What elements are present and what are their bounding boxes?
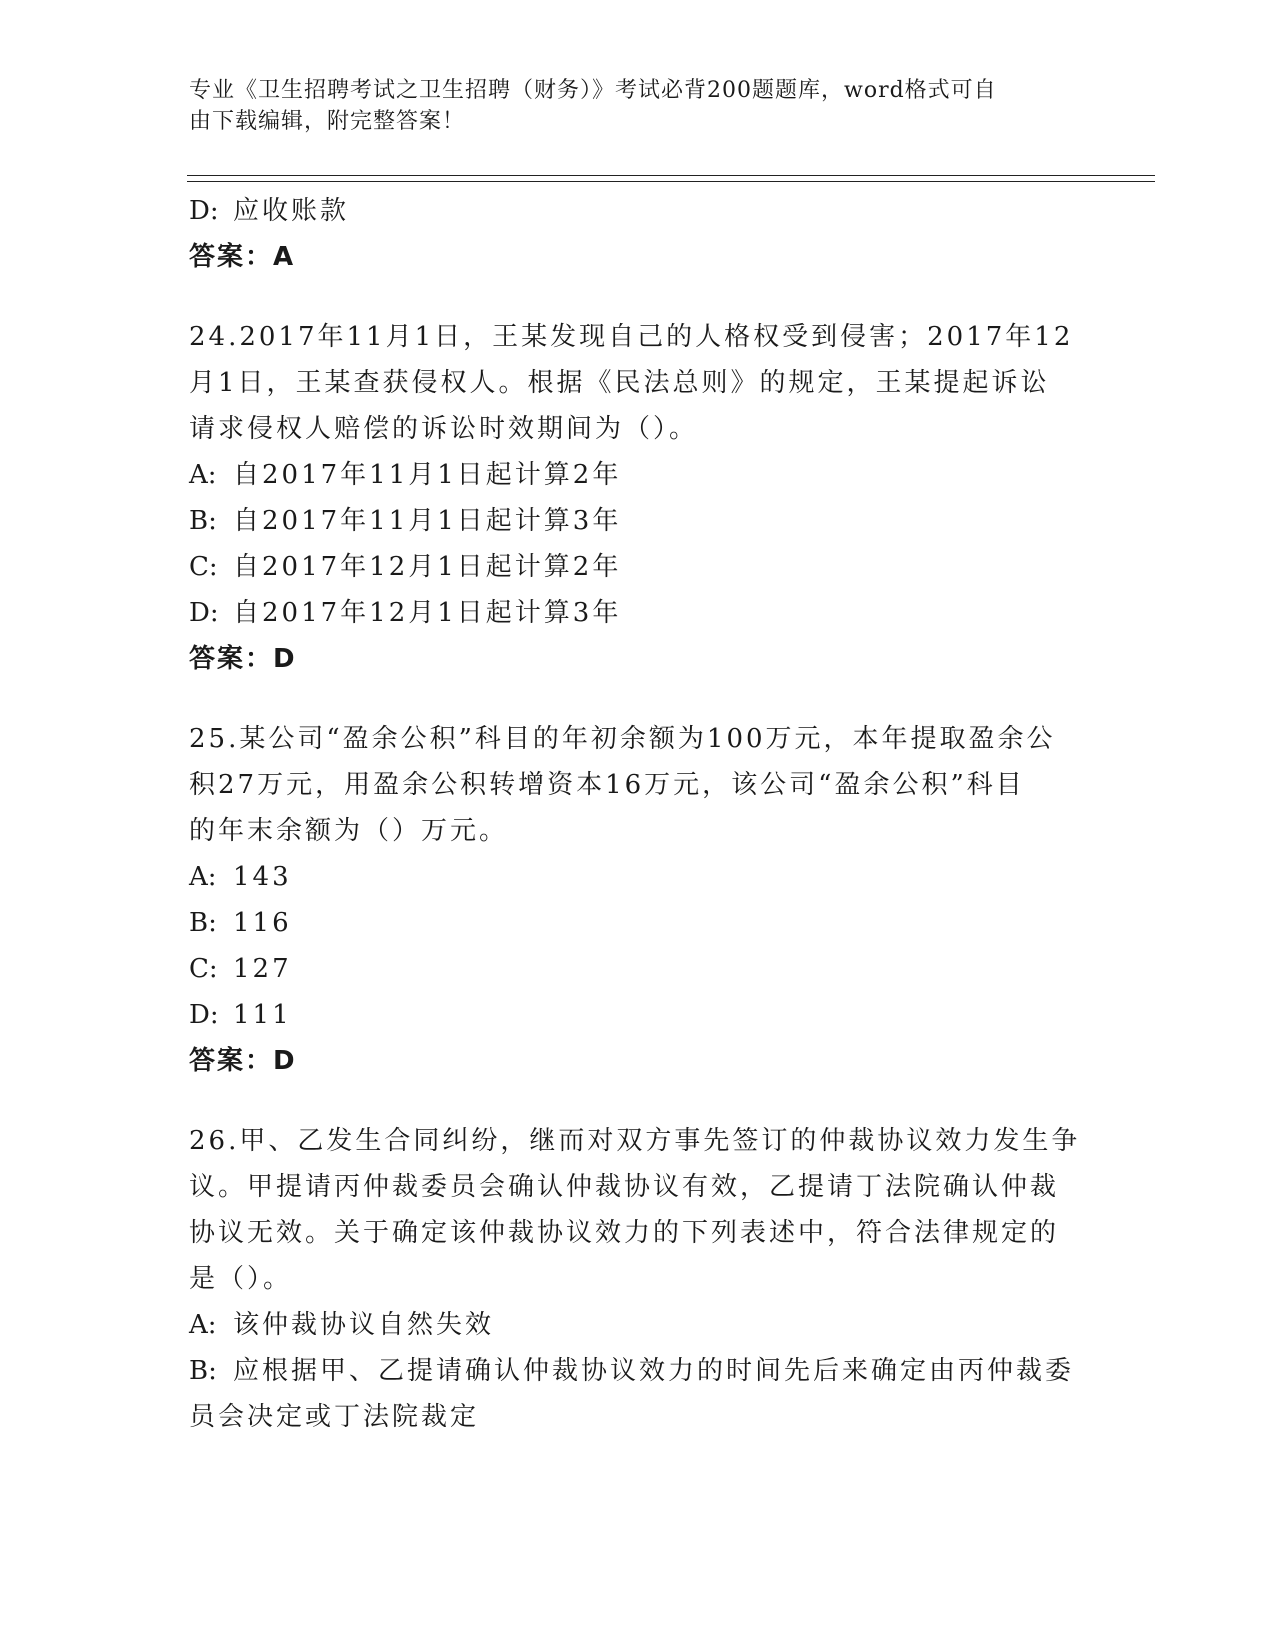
option-c	[189, 544, 1089, 590]
option-d	[189, 992, 1089, 1038]
option-text: 自2017年12月1日起计算2年	[233, 552, 622, 582]
answer-line: 答案：D	[189, 1046, 297, 1076]
question-stem-line: 26.甲、乙发生合同纠纷，继而对双方事先签订的仲裁协议效力发生争	[189, 1126, 1081, 1156]
option-text: 该仲裁协议自然失效	[233, 1310, 495, 1340]
option-key: D:	[189, 196, 219, 226]
option-text: 143	[233, 862, 292, 892]
option-key: D:	[189, 1000, 219, 1030]
header-line-2: 由下载编辑，附完整答案！	[189, 109, 466, 134]
document-body	[189, 188, 1089, 1440]
option-text: 应收账款	[233, 196, 350, 226]
option-a	[189, 1302, 1089, 1348]
option-key: C:	[189, 954, 218, 984]
option-text: 127	[233, 954, 292, 984]
option-b	[189, 1348, 1089, 1394]
header-rule-bottom	[187, 181, 1155, 182]
option-text: 自2017年11月1日起计算3年	[233, 506, 622, 536]
question-stem-line: 积27万元，用盈余公积转增资本16万元，该公司“盈余公积”科目	[189, 770, 1025, 800]
option-b-continuation: 员会决定或丁法院裁定	[189, 1402, 480, 1432]
question-stem-line: 的年末余额为（）万元。	[189, 816, 509, 846]
option-d	[189, 188, 1089, 234]
option-d	[189, 590, 1089, 636]
question-stem-line: 议。甲提请丙仲裁委员会确认仲裁协议有效，乙提请丁法院确认仲裁	[189, 1172, 1060, 1202]
option-text: 应根据甲、乙提请确认仲裁协议效力的时间先后来确定由丙仲裁委	[233, 1356, 1075, 1386]
question-stem-line: 月1日，王某查获侵权人。根据《民法总则》的规定，王某提起诉讼	[189, 368, 1050, 398]
option-text: 自2017年11月1日起计算2年	[233, 460, 622, 490]
option-b	[189, 900, 1089, 946]
option-text: 自2017年12月1日起计算3年	[233, 598, 622, 628]
option-key: D:	[189, 598, 219, 628]
option-a	[189, 854, 1089, 900]
header-rule-top	[187, 175, 1155, 176]
question-25	[189, 716, 1089, 1084]
question-stem-line: 是（）。	[189, 1264, 293, 1294]
header-line-1: 专业《卫生招聘考试之卫生招聘（财务）》考试必背200题题库，word格式可自	[189, 78, 997, 103]
option-text: 111	[233, 1000, 292, 1030]
question-stem-line: 协议无效。关于确定该仲裁协议效力的下列表述中，符合法律规定的	[189, 1218, 1060, 1248]
option-text: 116	[233, 908, 292, 938]
option-c	[189, 946, 1089, 992]
question-24	[189, 314, 1089, 682]
option-key: B:	[189, 908, 217, 938]
option-b	[189, 498, 1089, 544]
option-key: C:	[189, 552, 218, 582]
question-stem-line: 24.2017年11月1日，王某发现自己的人格权受到侵害；2017年12	[189, 322, 1074, 352]
option-a	[189, 452, 1089, 498]
option-key: A:	[189, 1310, 217, 1340]
question-stem-line: 请求侵权人赔偿的诉讼时效期间为（）。	[189, 414, 699, 444]
option-key: A:	[189, 862, 217, 892]
option-key: B:	[189, 1356, 217, 1386]
question-stem-line: 25.某公司“盈余公积”科目的年初余额为100万元，本年提取盈余公	[189, 724, 1056, 754]
previous-question-tail	[189, 188, 1089, 280]
option-key: A:	[189, 460, 217, 490]
option-key: B:	[189, 506, 217, 536]
answer-line: 答案：A	[189, 242, 296, 272]
question-26	[189, 1118, 1089, 1440]
answer-line: 答案：D	[189, 644, 297, 674]
page-header	[189, 75, 1069, 137]
